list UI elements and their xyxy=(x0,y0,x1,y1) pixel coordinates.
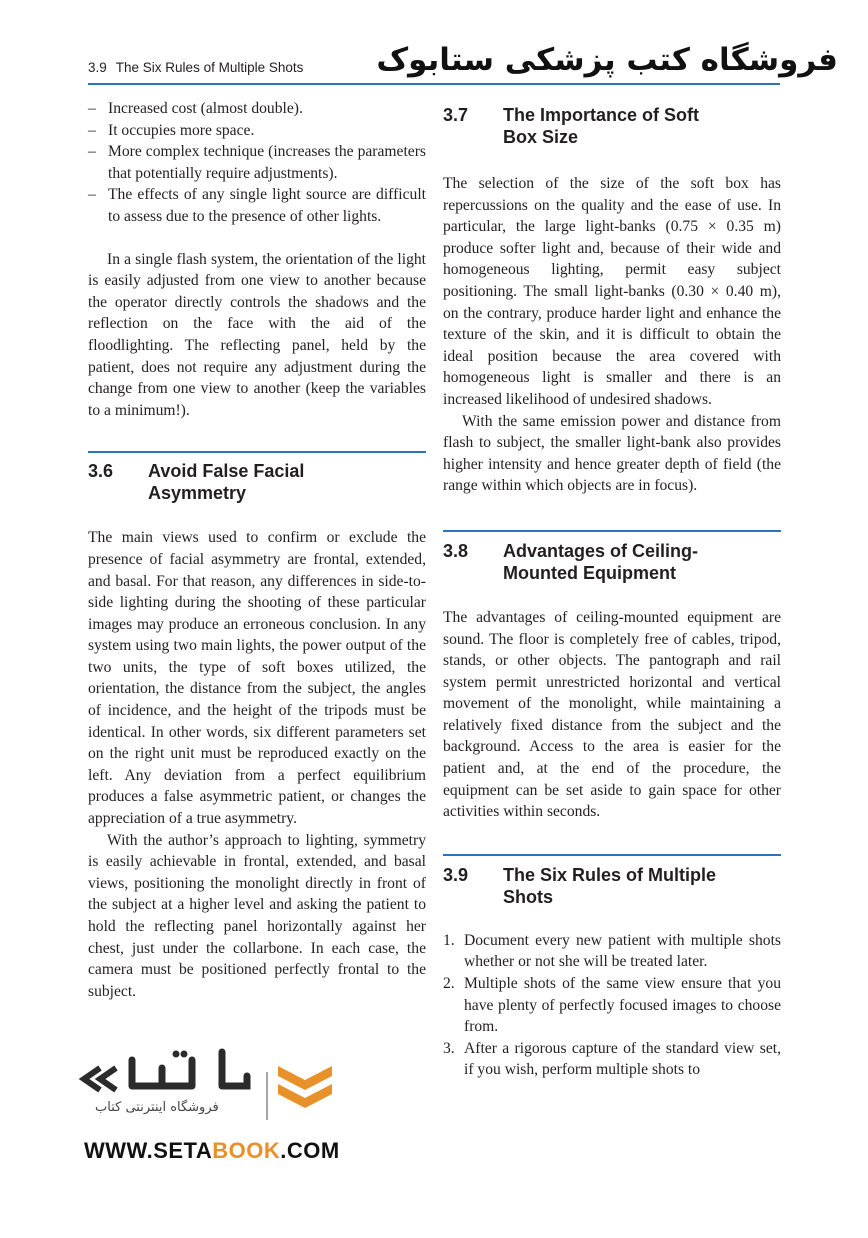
section-heading xyxy=(443,540,781,584)
left-column xyxy=(88,98,426,1002)
body-paragraph: With the author’s approach to lighting, symmetry is easily achievable in frontal, extended, and basal views, positioning the monolight directly in front of the subject at a higher level and asking the patient to hold the reflecting panel horizontally against her chest, just under the collarbone. In each case, the camera must be positioned perfectly frontal to the subject. xyxy=(88,831,426,1000)
body-paragraph: The selection of the size of the soft box has repercussions on the quality and the ease of use. In particular, the large light-banks (0.75 × 0.35 m) produce softer light and, because of their wide and homogeneous lighting, permit easy subject positioning. The small light-banks (0.30 × 0.40 m), on the contrary, produce harder light and enhance the texture of the skin, and it is difficult to obtain the ideal position because the area covered with homogeneous light is smaller and there is an increased likelihood of undesired shadows. xyxy=(443,175,781,408)
list-item: 2. Multiple shots of the same view ensure that you have plenty of perfectly focused images to choose from. xyxy=(443,975,781,1036)
section-3-9 xyxy=(443,854,781,1081)
section-heading xyxy=(443,864,781,908)
section-3-6 xyxy=(88,451,426,1002)
list-item: – The effects of any single light source are difficult to assess due to the presence of other lights. xyxy=(88,186,426,225)
list-item: – More complex technique (increases the parameters that potentially require adjustments). xyxy=(88,143,426,182)
list-item: – It occupies more space. xyxy=(88,121,255,139)
section-3-8 xyxy=(443,530,781,823)
body-paragraph: The main views used to confirm or exclude the presence of facial asymmetry are frontal, extended, and basal. For that reason, any differences in side-to-side lighting during the shooting of these particular images may produce an erroneous conclusion. In any system using two main lights, the power output of the two units, the type of soft boxes utilized, the orientation, the distance from the subject, the angles of incidence, and the height of the tripods must be identical. In other words, six different parameters set on the right unit must be reproduced exactly on the left. Any deviation from a perfect equilibrium produces a false asymmetric patient, or changes the appreciation of a true asymmetry. xyxy=(88,529,426,828)
body-paragraph: In a single flash system, the orientation of the light is easily adjusted from one view to another because the operator directly controls the shadows and the reflection on the face with the aid of the floodlighting. The reflecting panel, held by the patient, does not require any adjustment during the change from one view to another (keep the variables to a minimum!). xyxy=(88,250,426,419)
section-heading xyxy=(443,104,781,148)
right-column xyxy=(443,98,781,1081)
running-head-number: 3.9 xyxy=(88,60,107,75)
section-title: Avoid False Facial Asymmetry xyxy=(148,461,305,504)
section-rule xyxy=(443,530,781,532)
watermark-top: فروشگاه کتب پزشکی ستابوک xyxy=(372,42,842,78)
list-item: 3. After a rigorous capture of the standard view set, if you wish, perform multiple shots to xyxy=(443,1039,781,1079)
list-item: – Increased cost (almost double). xyxy=(88,100,303,117)
header-rule xyxy=(88,83,780,85)
section-3-7 xyxy=(443,104,781,497)
section-rule xyxy=(443,854,781,856)
section-title: The Six Rules of Multiple Shots xyxy=(503,864,717,907)
section-rule xyxy=(88,451,426,453)
running-head xyxy=(88,60,303,75)
section-title: The Importance of Soft Box Size xyxy=(503,105,700,147)
body-paragraph: With the same emission power and distance from flash to subject, the smaller light-bank also provides higher intensity and hence greater depth of field (the range within which objects are in focus). xyxy=(443,412,781,495)
section-number: 3.8 xyxy=(443,540,469,561)
section-number: 3.9 xyxy=(443,864,469,885)
drawbacks-list xyxy=(88,98,426,228)
body-paragraph: The advantages of ceiling-mounted equipment are sound. The floor is completely free of cables, tripod, stands, or other objects. The pantograph and rail system permit unrestricted horizontal and vertical movement of the monolight, while maintaining a relatively fixed distance from the subject and the background. Access to the area is easier for the patient and, at the end of the procedure, the equipment can be set aside to gain space for other activities within seconds. xyxy=(443,608,781,821)
section-number: 3.6 xyxy=(88,461,114,482)
logo-persian-text: فروشگاه اینترنتی کتاب xyxy=(95,1100,219,1115)
site-url: WWW.SETABOOK.COM xyxy=(84,1138,340,1163)
section-title: Advantages of Ceiling- Mounted Equipment xyxy=(503,540,699,583)
list-item: 1. Document every new patient with multiple shots whether or not she will be treated later. xyxy=(443,931,781,971)
section-heading xyxy=(88,460,426,504)
running-head-title: The Six Rules of Multiple Shots xyxy=(115,60,304,75)
rules-list xyxy=(443,930,781,1081)
section-number: 3.7 xyxy=(443,105,469,125)
